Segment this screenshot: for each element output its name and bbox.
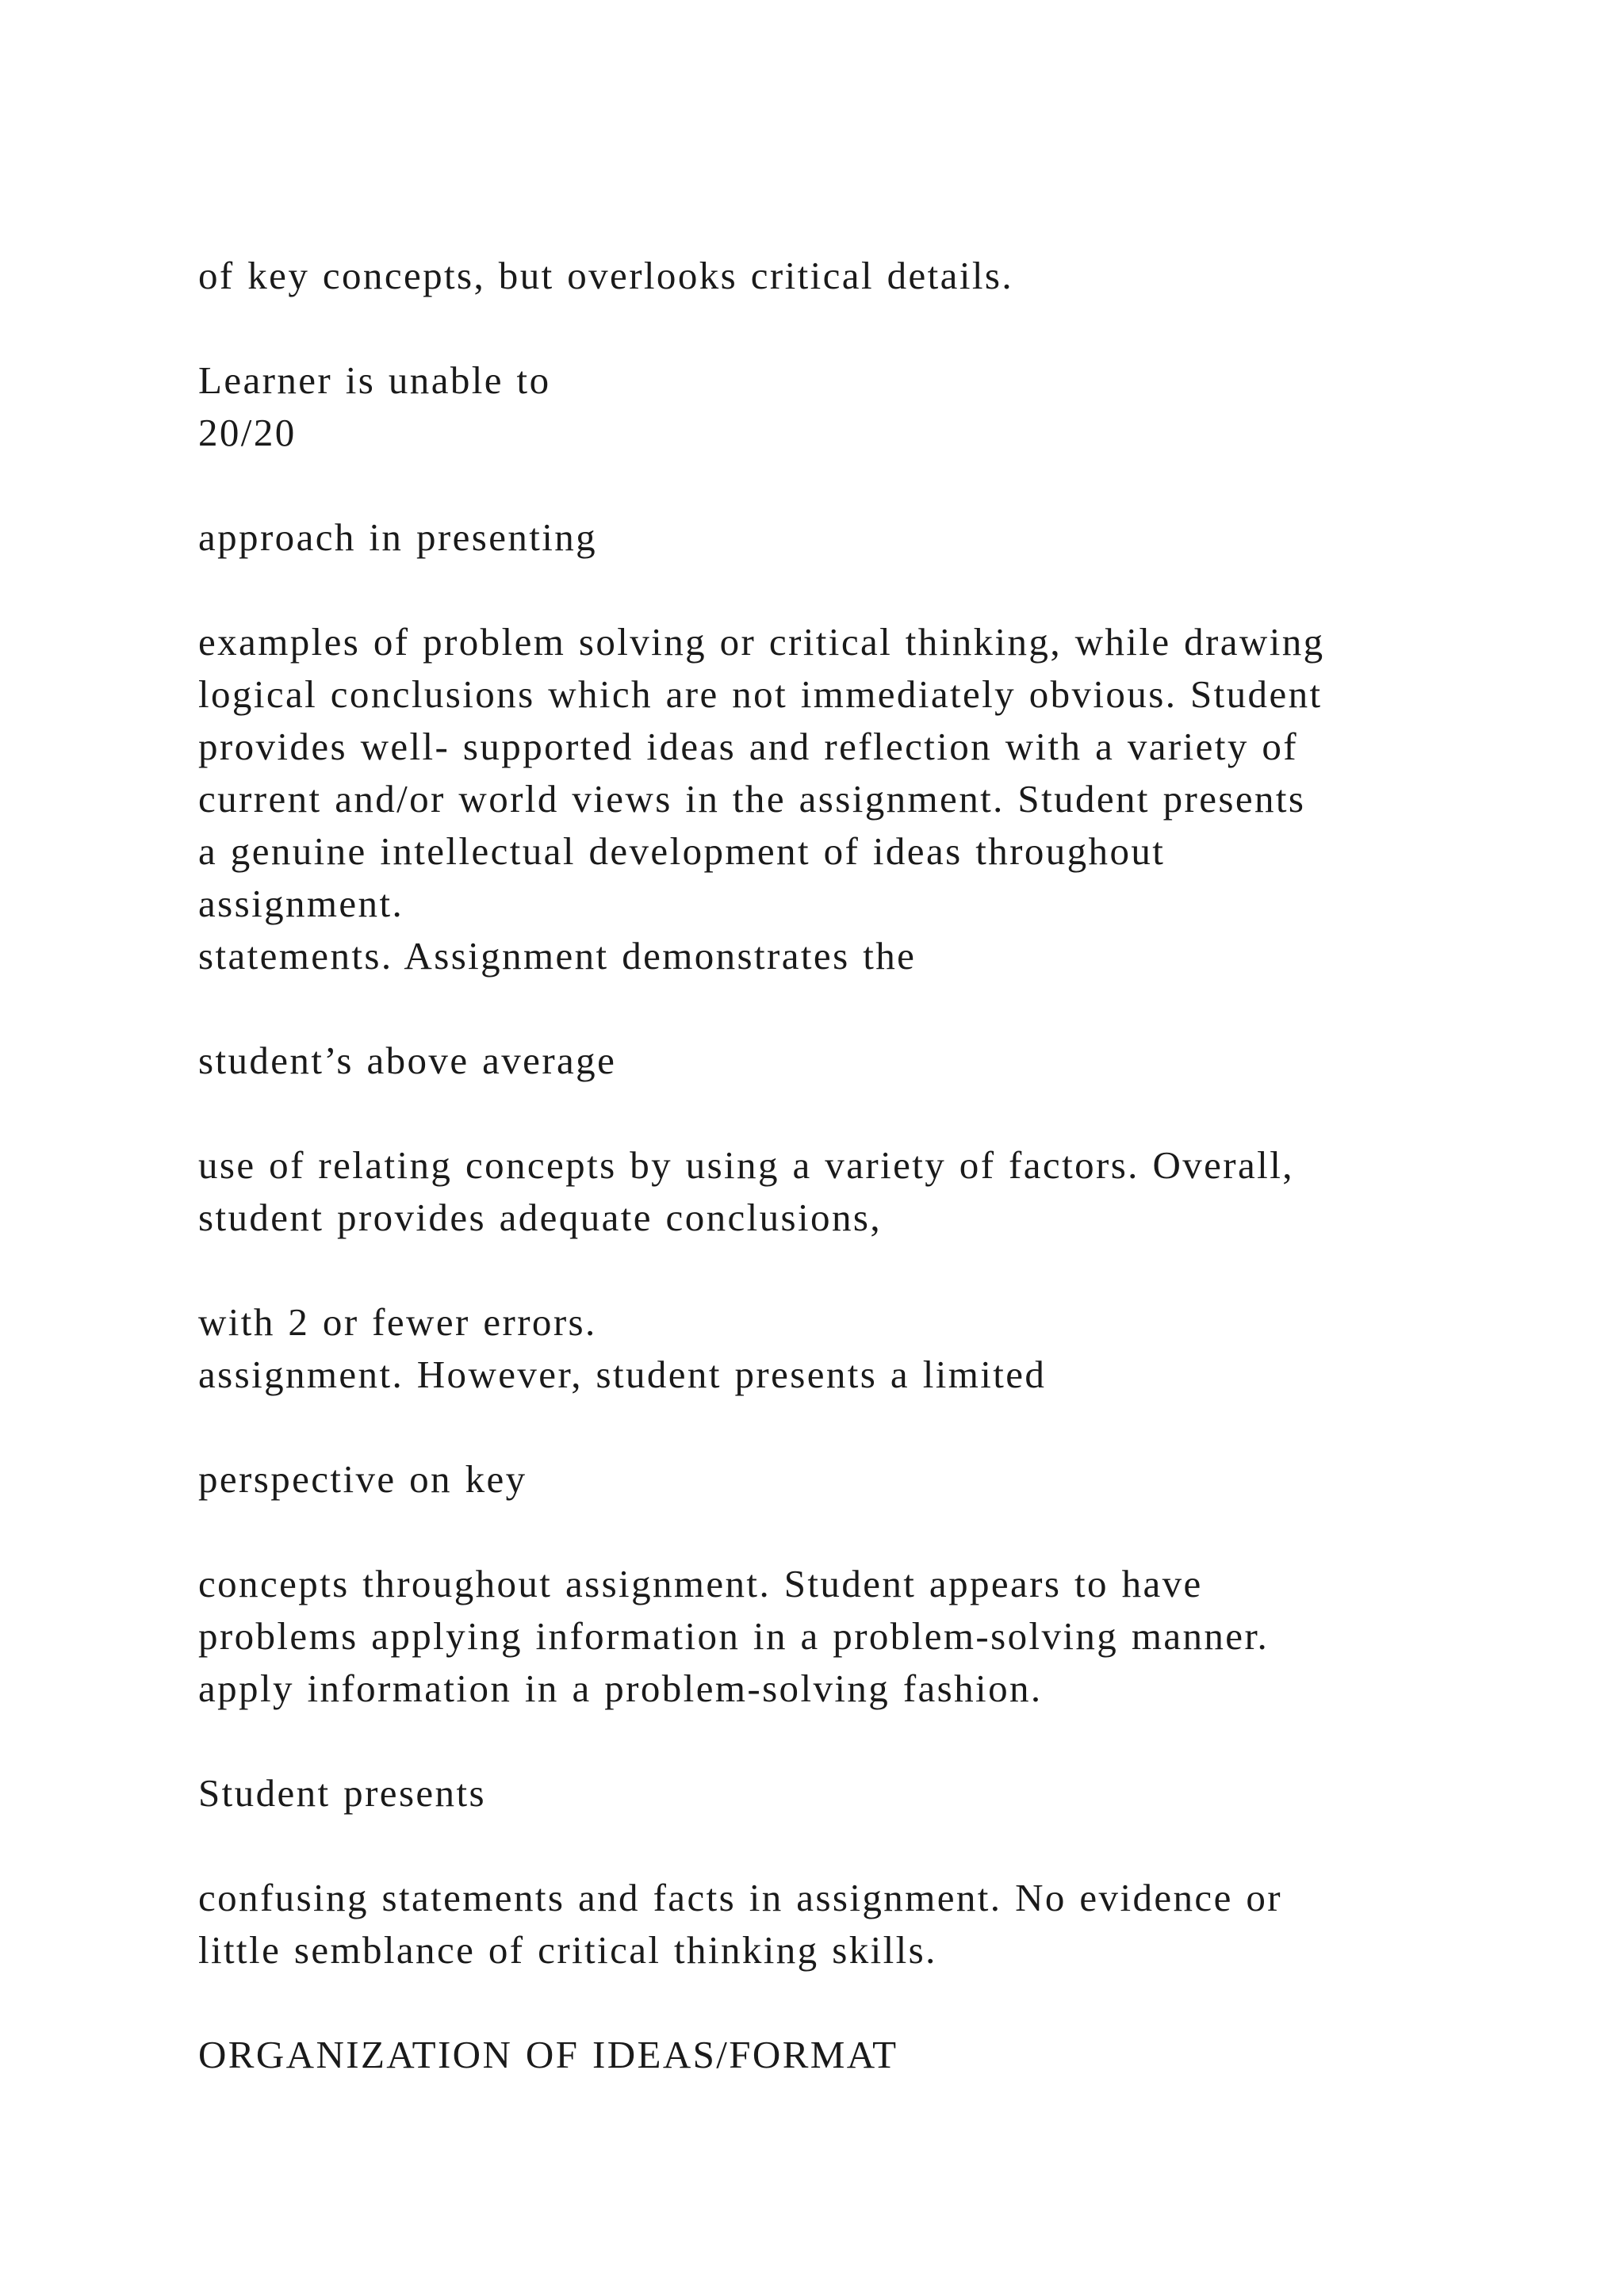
text-line: concepts throughout assignment. Student appears to have [198,1562,1203,1605]
text-line: Learner is unable to [198,358,551,402]
text-line: assignment. However, student presents a limited [198,1353,1047,1396]
text-line: apply information in a problem-solving fashion. [198,1667,1043,1710]
text-line: problems applying information in a problem-solving manner. [198,1614,1270,1658]
text-line: logical conclusions which are not immediately obvious. Student [198,672,1323,716]
text-line: use of relating concepts by using a variety of factors. Overall, [198,1143,1294,1187]
text-line: a genuine intellectual development of ideas throughout [198,829,1166,873]
text-line: statements. Assignment demonstrates the [198,934,917,978]
text-line: of key concepts, but overlooks critical details. [198,254,1013,297]
text-line: approach in presenting [198,515,598,559]
text-line: little semblance of critical thinking skills. [198,1928,937,1972]
text-line: current and/or world views in the assignment. Student presents [198,777,1306,821]
text-line: Student presents [198,1771,486,1815]
text-line: examples of problem solving or critical thinking, while drawing [198,620,1325,664]
text-line: assignment. [198,882,404,925]
section-heading: ORGANIZATION OF IDEAS/FORMAT [198,2033,898,2076]
text-line: confusing statements and facts in assignment. No evidence or [198,1876,1282,1919]
text-line: provides well- supported ideas and reflection with a variety of [198,725,1298,768]
text-line: 20/20 [198,411,297,454]
text-line: with 2 or fewer errors. [198,1300,597,1344]
text-line: student’s above average [198,1039,617,1082]
text-line: student provides adequate conclusions, [198,1196,882,1239]
text-line: perspective on key [198,1457,527,1501]
